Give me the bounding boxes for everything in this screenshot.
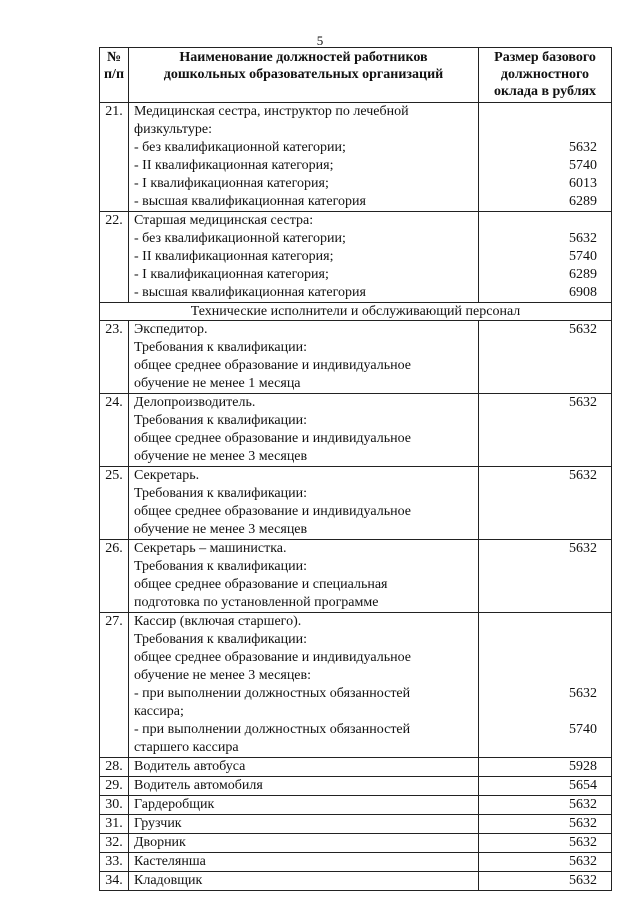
row-number: 31. <box>100 815 129 834</box>
salary-line: 5740 <box>569 249 597 264</box>
salary-value <box>479 212 612 303</box>
description-line: общее среднее образование и индивидуальное <box>134 431 411 446</box>
table-row <box>100 872 612 891</box>
description-line: Требования к квалификации: <box>134 559 307 574</box>
description-line: Грузчик <box>134 816 182 831</box>
description-line: Кладовщик <box>134 873 203 888</box>
table-row <box>100 834 612 853</box>
salary-line: 5632 <box>569 686 597 701</box>
salary-line: 5632 <box>569 541 597 556</box>
description-line: - I квалификационная категория; <box>134 176 329 191</box>
salary-line <box>482 121 597 139</box>
section-title: Технические исполнители и обслуживающий персонал <box>100 303 612 321</box>
salary-value <box>479 103 612 212</box>
salary-line <box>482 649 597 667</box>
position-description <box>129 758 479 777</box>
position-description <box>129 613 479 758</box>
description-line: - высшая квалификационная категория <box>134 194 366 209</box>
salary-line <box>482 739 597 757</box>
description-line: обучение не менее 1 месяца <box>134 376 301 391</box>
header-line: должностного <box>500 67 590 82</box>
salary-value <box>479 758 612 777</box>
salary-line: 5740 <box>569 158 597 173</box>
position-description <box>129 212 479 303</box>
salary-line: 5632 <box>569 140 597 155</box>
description-line: общее среднее образование и специальная <box>134 577 388 592</box>
row-number: 34. <box>100 872 129 891</box>
position-description <box>129 872 479 891</box>
table-row <box>100 394 612 467</box>
description-line: - без квалификационной категории; <box>134 231 346 246</box>
salary-value <box>479 834 612 853</box>
position-description <box>129 394 479 467</box>
row-number: 22. <box>100 212 129 303</box>
row-number: 29. <box>100 777 129 796</box>
salary-line: 5632 <box>569 322 597 337</box>
description-line: Дворник <box>134 835 186 850</box>
salary-line: 5632 <box>569 816 597 831</box>
salary-line <box>482 613 597 631</box>
table-row <box>100 853 612 872</box>
salary-value <box>479 872 612 891</box>
position-description <box>129 321 479 394</box>
salary-value <box>479 321 612 394</box>
description-line: Кассир (включая старшего). <box>134 614 302 629</box>
salary-line: 5632 <box>569 797 597 812</box>
salary-line: 6289 <box>569 267 597 282</box>
position-description <box>129 796 479 815</box>
description-line: - II квалификационная категория; <box>134 249 334 264</box>
table-header-row <box>100 48 612 103</box>
description-line: Требования к квалификации: <box>134 486 307 501</box>
description-line: Водитель автобуса <box>134 759 246 774</box>
page-number: 5 <box>316 33 324 48</box>
header-line: п/п <box>103 67 125 82</box>
salary-line <box>482 103 597 121</box>
table-row <box>100 321 612 394</box>
salary-line <box>482 212 597 230</box>
salary-value <box>479 777 612 796</box>
description-line: общее среднее образование и индивидуальное <box>134 358 411 373</box>
table-row <box>100 212 612 303</box>
table-row <box>100 467 612 540</box>
header-line: Наименование должностей работников <box>179 50 428 65</box>
header-number <box>100 48 129 103</box>
header-position <box>129 48 479 103</box>
salary-line: 6289 <box>569 194 597 209</box>
salary-line: 5632 <box>569 854 597 869</box>
salary-line: 5632 <box>569 873 597 888</box>
row-number: 33. <box>100 853 129 872</box>
position-description <box>129 103 479 212</box>
salary-value <box>479 540 612 613</box>
salary-value <box>479 815 612 834</box>
header-line: № <box>106 50 122 65</box>
row-number: 25. <box>100 467 129 540</box>
description-line: Требования к квалификации: <box>134 632 307 647</box>
description-line: - при выполнении должностных обязанностей <box>134 722 411 737</box>
description-line: общее среднее образование и индивидуальное <box>134 504 411 519</box>
table-row <box>100 758 612 777</box>
row-number: 21. <box>100 103 129 212</box>
description-line: Гардеробщик <box>134 797 215 812</box>
description-line: старшего кассира <box>134 740 239 755</box>
salary-line: 5928 <box>569 759 597 774</box>
salary-value <box>479 853 612 872</box>
table-row <box>100 103 612 212</box>
description-line: - без квалификационной категории; <box>134 140 346 155</box>
description-line: подготовка по установленной программе <box>134 595 379 610</box>
salary-line: 5632 <box>569 395 597 410</box>
description-line: Водитель автомобиля <box>134 778 263 793</box>
table-body <box>100 103 612 891</box>
salary-value <box>479 613 612 758</box>
position-description <box>129 815 479 834</box>
header-line: дошкольных образовательных организаций <box>163 67 444 82</box>
table-row <box>100 796 612 815</box>
description-line: Старшая медицинская сестра: <box>134 213 314 228</box>
salary-line: 6013 <box>569 176 597 191</box>
description-line: - высшая квалификационная категория <box>134 285 366 300</box>
description-line: Секретарь. <box>134 468 200 483</box>
table-row <box>100 540 612 613</box>
row-number: 24. <box>100 394 129 467</box>
row-number: 23. <box>100 321 129 394</box>
description-line: кассира; <box>134 704 184 719</box>
row-number: 27. <box>100 613 129 758</box>
description-line: Требования к квалификации: <box>134 340 307 355</box>
salary-line: 5632 <box>569 835 597 850</box>
description-line: Секретарь – машинистка. <box>134 541 287 556</box>
description-line: Медицинская сестра, инструктор по лечебной <box>134 104 409 119</box>
position-description <box>129 777 479 796</box>
description-line: обучение не менее 3 месяцев <box>134 449 308 464</box>
salary-line: 5632 <box>569 468 597 483</box>
salary-table <box>99 47 612 891</box>
salary-line <box>482 703 597 721</box>
header-line: оклада в рублях <box>493 84 597 99</box>
description-line: Экспедитор. <box>134 322 208 337</box>
description-line: физкультуре: <box>134 122 212 137</box>
row-number: 32. <box>100 834 129 853</box>
salary-value <box>479 796 612 815</box>
position-description <box>129 853 479 872</box>
description-line: обучение не менее 3 месяцев <box>134 522 308 537</box>
section-row <box>100 303 612 321</box>
header-line: Размер базового <box>494 50 596 65</box>
description-line: обучение не менее 3 месяцев: <box>134 668 312 683</box>
salary-line: 5632 <box>569 231 597 246</box>
salary-line: 5654 <box>569 778 597 793</box>
salary-line <box>482 667 597 685</box>
table-row <box>100 613 612 758</box>
header-salary <box>479 48 612 103</box>
description-line: Кастелянша <box>134 854 206 869</box>
table-row <box>100 777 612 796</box>
description-line: Требования к квалификации: <box>134 413 307 428</box>
description-line: - I квалификационная категория; <box>134 267 329 282</box>
position-description <box>129 540 479 613</box>
salary-line <box>482 631 597 649</box>
row-number: 30. <box>100 796 129 815</box>
salary-value <box>479 394 612 467</box>
table-row <box>100 815 612 834</box>
row-number: 28. <box>100 758 129 777</box>
salary-line: 5740 <box>569 722 597 737</box>
salary-value <box>479 467 612 540</box>
description-line: - II квалификационная категория; <box>134 158 334 173</box>
salary-line: 6908 <box>569 285 597 300</box>
description-line: общее среднее образование и индивидуальное <box>134 650 411 665</box>
row-number: 26. <box>100 540 129 613</box>
description-line: - при выполнении должностных обязанностей <box>134 686 411 701</box>
description-line: Делопроизводитель. <box>134 395 256 410</box>
position-description <box>129 834 479 853</box>
position-description <box>129 467 479 540</box>
